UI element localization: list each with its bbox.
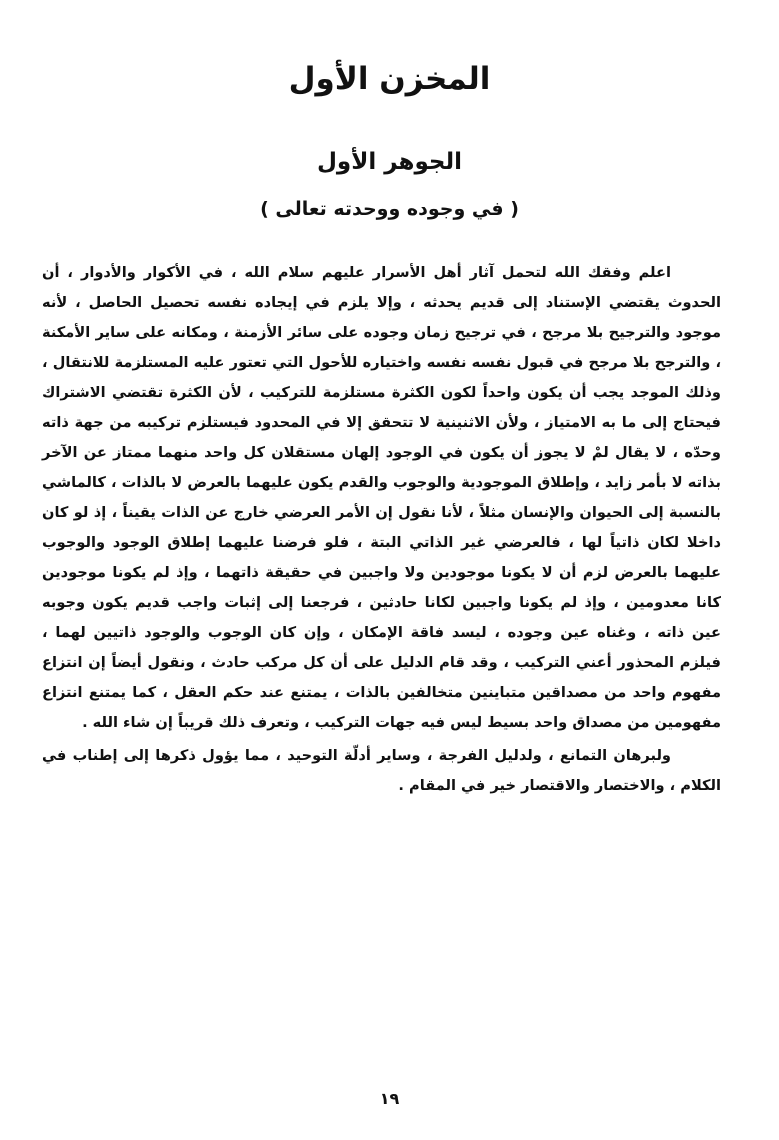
paragraph: ولبرهان التمانع ، ولدليل الفرجة ، وساير أدلّة التوحيد ، مما يؤول ذكرها إلى إطناب في الكلام ، والاختصار والاقتصار خير في المقام . (42, 747, 721, 794)
page-number: ١٩ (379, 1089, 400, 1108)
body-text (42, 258, 721, 801)
chapter-title: المخزن الأول (288, 61, 491, 97)
section-title: الجوهر الأول (316, 149, 463, 175)
section-subtitle: ( في وجوده ووحدته تعالى ) (260, 198, 519, 220)
paragraph: اعلم وفقك الله لتحمل آثار أهل الأسرار عليهم سلام الله ، في الأكوار والأدوار ، أن الحدوث يقتضي الإستناد إلى قديم يحدثه ، وإلا يلزم في إيجاده نفسه تحصيل الحاصل ، لأنه موجود والترجيح بلا مرجح ، في ترجيح زمان وجوده على سائر الأزمنة ، ومكانه على ساير الأمكنة ، والترجح بلا مرجح في قبول نفسه نفسه واختياره للأحول التي تعتور عليه المستلزمة للانتقال ، وذلك الموجد يجب أن يكون واحداً لكون الكثرة مستلزمة للتركيب ، لأن الكثرة تقتضي الاشتراك فيحتاج إلى ما به الامتياز ، ولأن الاثنينية لا تتحقق إلا في المحدود فيستلزم تركيبه من جهة ذاته وحدّه ، لا يقال لمْ لا يجوز أن يكون في الوجود إلهان مستقلان كل واحد منهما ممتاز عن الآخر بذاته لا بأمر زايد ، وإطلاق الموجودية والوجوب والقدم يكون عليهما بالعرض لا بالذات ، كالماشي بالنسبة إلى الحيوان والإنسان مثلاً ، لأنا نقول إن الأمر العرضي خارج عن الذات يقيناً ، إذ لو كان داخلا لكان ذاتياً لها ، فالعرضي غير الذاتي البتة ، فلو فرضنا عليهما إطلاق الوجود والوجوب عليهما بالعرض لزم أن لا يكونا موجودين ولا واجبين في حقيقة ذاتهما ، وإذ لم يكونا موجودين كانا معدومين ، وإذ لم يكونا واجبين لكانا حادثين ، فرجعنا إلى إثبات واجب قديم يكون وجوبه عين ذاته ، وغناه عين وجوده ، ليسد فاقة الإمكان ، وإن كان الوجوب والوجود ذاتيين لهما ، فيلزم المحذور أعني التركيب ، وقد قام الدليل على أن كل مركب حادث ، ونقول أيضاً إن انتزاع مفهوم واحد من مصداقين متباينين متخالفين بالذات ، يمتنع عند حكم العقل ، كما يمتنع انتزاع مفهومين من مصداق واحد بسيط ليس فيه جهات التركيب ، وتعرف ذلك قريباً إن شاء الله . (42, 264, 721, 731)
